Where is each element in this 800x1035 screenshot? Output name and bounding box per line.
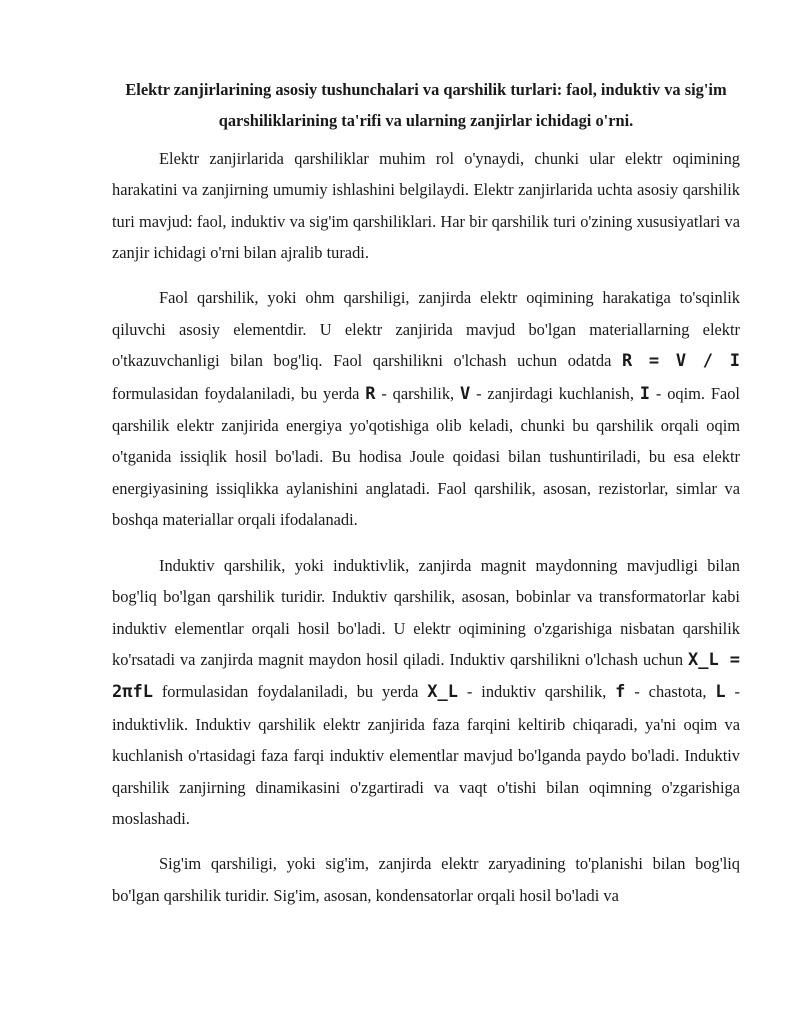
symbol-resistance: R	[365, 383, 376, 404]
text-segment: formulasidan foydalaniladi, bu yerda	[112, 383, 366, 403]
text-segment: - chastota,	[625, 682, 716, 702]
paragraph-capacitive-resistance: Sig'im qarshiligi, yoki sig'im, zanjirda elektr zaryadining to'planishi bilan bog'liq bo'lgan qarshilik turidir. Sig'im, asosan, kondensatorlar orqali hosil bo'ladi va	[112, 854, 740, 905]
paragraph-active-resistance	[112, 282, 740, 535]
symbol-frequency: f	[615, 682, 626, 703]
text-segment: - qarshilik,	[375, 383, 460, 403]
symbol-voltage: V	[460, 383, 471, 404]
text-segment: formulasidan foydalaniladi, bu yerda	[152, 682, 428, 702]
symbol-inductive-reactance: X_L	[427, 682, 459, 703]
text-segment: - induktiv qarshilik,	[458, 682, 616, 702]
document-body	[112, 74, 740, 925]
document-title: Elektr zanjirlarining asosiy tushunchalari va qarshilik turlari: faol, induktiv va sig'im qarshiliklarining ta'rifi va ularning zanjirlar ichidagi o'rni.	[125, 80, 727, 131]
text-segment: - induktivlik. Induktiv qarshilik elektr zanjirida faza farqini keltirib chiqaradi, ya'ni oqim va kuchlanish o'rtasidagi faza farqi induktiv elementlar mavjud bo'lganda paydo bo'ladi. Induktiv qarshilik zanjirning dinamikasini o'zgartiradi va vaqt o'tishi bilan oqimning o'zgarishiga moslashadi.	[112, 682, 740, 828]
paragraph-intro: Elektr zanjirlarida qarshiliklar muhim rol o'ynaydi, chunki ular elektr oqimining harakatini va zanjirning umumiy ishlashini belgilaydi. Elektr zanjirlarida uchta asosiy qarshilik turi mavjud: faol, induktiv va sig'im qarshiliklari. Har bir qarshilik turi o'zining xususiyatlari va zanjir ichidagi o'rni bilan ajralib turadi.	[112, 148, 740, 263]
paragraph-inductive-resistance	[112, 550, 740, 835]
symbol-current: I	[639, 383, 651, 404]
text-segment: Induktiv qarshilik, yoki induktivlik, zanjirda magnit maydonning mavjudligi bilan bog'liq bo'lgan qarshilik turidir. Induktiv qarshilik, asosan, bobinlar va transformatorlar kabi induktiv elementlar orqali hosil bo'ladi. U elektr oqimining o'zgarishiga nisbatan qarshilik ko'rsatadi va zanjirda magnit maydon hosil qiladi. Induktiv qarshilikni o'lchash uchun	[112, 555, 740, 669]
text-segment: - oqim. Faol qarshilik elektr zanjirida energiya yo'qotishiga olib keladi, chunki bu qarshilik orqali oqim o'tganida issiqlik hosil bo'ladi. Bu hodisa Joule qoidasi bilan tushuntiriladi, bu esa elektr energiyasining issiqlikka aylanishini anglatadi. Faol qarshilik, asosan, rezistorlar, simlar va boshqa materiallar orqali ifodalanadi.	[112, 383, 740, 530]
symbol-inductance: L	[715, 682, 726, 703]
formula-ohm-law: R = V / I	[621, 351, 740, 372]
text-segment: - zanjirdagi kuchlanish,	[470, 383, 640, 403]
formula-inductive-reactance: X_L = 2πfL	[112, 649, 740, 703]
text-segment: Faol qarshilik, yoki ohm qarshiligi, zanjirda elektr oqimining harakatiga to'sqinlik qiluvchi asosiy elementdir. U elektr zanjirida mavjud bo'lgan materiallarning elektr o'tkazuvchanligi bilan bog'liq. Faol qarshilikni o'lchash uchun odatda	[112, 288, 740, 371]
